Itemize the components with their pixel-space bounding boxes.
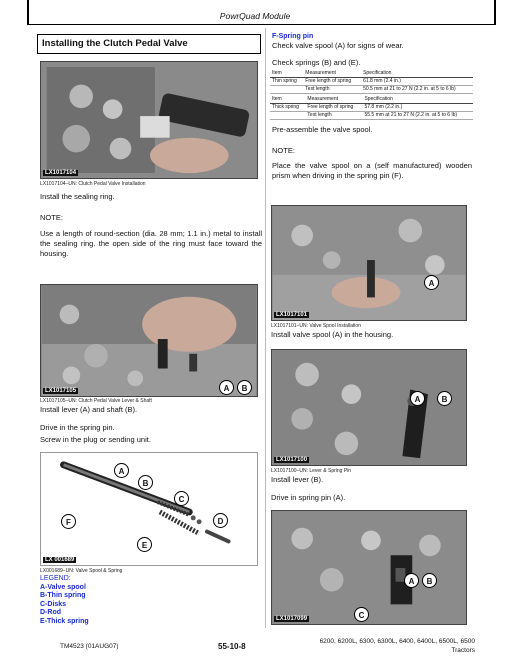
callout-a: A bbox=[219, 380, 234, 395]
table-cell: Free length of spring bbox=[305, 104, 362, 112]
photo-valve-spool-and-spring bbox=[40, 452, 258, 566]
step-text: Pre-assemble the valve spool. bbox=[272, 125, 373, 134]
callout-a: A bbox=[114, 463, 129, 478]
step-text: Check valve spool (A) for signs of wear. bbox=[272, 41, 404, 50]
photo-clutch-valve-installation bbox=[40, 61, 258, 179]
photo-lever-and-shaft bbox=[40, 284, 258, 397]
photo-tag: LX1017101 bbox=[276, 312, 308, 318]
table-header: Measurement bbox=[305, 96, 362, 104]
footer-doc-id: TM4523 (01AUG07) bbox=[60, 643, 119, 650]
photo-lever-and-spring-pin bbox=[271, 349, 467, 466]
callout-c: C bbox=[354, 607, 369, 622]
table-cell bbox=[270, 86, 303, 94]
figure-caption: LX1017101–UN: Valve Spool Installation bbox=[271, 323, 361, 329]
spec-table-thin-spring bbox=[270, 70, 473, 94]
legend-item: B-Thin spring bbox=[40, 592, 86, 599]
step-text: Drive in spring pin (A). bbox=[271, 493, 346, 502]
column-divider bbox=[265, 28, 266, 628]
step-text: Check springs (B) and (E). bbox=[272, 58, 361, 67]
page-header-title: PowrQuad Module bbox=[219, 11, 291, 21]
step-text: Screw in the plug or sending unit. bbox=[40, 435, 151, 444]
photo-tag: LX1017105 bbox=[45, 388, 77, 394]
callout-c: C bbox=[174, 491, 189, 506]
photo-tag: LX1017100 bbox=[276, 457, 308, 463]
table-cell: 57.8 mm (2.2 in.) bbox=[362, 104, 473, 112]
legend-item: D-Rod bbox=[40, 609, 61, 616]
legend-title: LEGEND: bbox=[40, 575, 71, 582]
table-cell: 61.8 mm (2.4 in.) bbox=[361, 78, 473, 86]
callout-e: E bbox=[137, 537, 152, 552]
photo-valve-spool-installation bbox=[271, 205, 467, 321]
table-header: Measurement bbox=[303, 70, 361, 78]
table-cell: 50.5 mm at 21 to 27 N (2.2 in. at 5 to 6 lb) bbox=[361, 86, 473, 94]
step-text: Install the sealing ring. bbox=[40, 192, 115, 201]
step-text: Install lever (B). bbox=[271, 475, 324, 484]
footer-page-number: 55-10-8 bbox=[218, 642, 246, 651]
photo-image bbox=[41, 62, 257, 178]
figure-caption: LX1017105–UN: Clutch Pedal Valve Lever & Shaft bbox=[40, 398, 152, 404]
step-text: Drive in the spring pin. bbox=[40, 423, 115, 432]
legend-item: A-Valve spool bbox=[40, 583, 86, 591]
photo-tag: LX1017099 bbox=[276, 616, 308, 622]
callout-f: F bbox=[61, 514, 76, 529]
callout-b: B bbox=[237, 380, 252, 395]
note-label: NOTE: bbox=[272, 146, 295, 155]
figure-caption: LX001689–UN: Valve Spool & Spring bbox=[40, 568, 123, 574]
table-cell: Thin spring bbox=[270, 78, 303, 86]
photo-tag: LX1017104 bbox=[45, 170, 77, 176]
callout-a: A bbox=[410, 391, 425, 406]
note-text: Use a length of round-section (dia. 28 mm; 1.1 in.) metal to install the sealing ring. the open side of the ring must face toward the housing. bbox=[40, 229, 262, 258]
section-title-box bbox=[37, 34, 261, 54]
photo-image bbox=[272, 511, 466, 624]
photo-tag: LX 001689 bbox=[45, 557, 75, 563]
legend-item: F-Spring pin bbox=[272, 33, 314, 40]
photo-image bbox=[272, 350, 466, 465]
legend bbox=[40, 575, 89, 626]
callout-b: B bbox=[422, 573, 437, 588]
table-header: Item bbox=[270, 70, 303, 78]
section-title: Installing the Clutch Pedal Valve bbox=[42, 38, 188, 49]
table-header: Specification bbox=[362, 96, 473, 104]
callout-b: B bbox=[138, 475, 153, 490]
callout-d: D bbox=[213, 513, 228, 528]
table-cell: Test length bbox=[305, 112, 362, 120]
step-text: Install valve spool (A) in the housing. bbox=[271, 330, 394, 339]
legend-item: C-Disks bbox=[40, 600, 67, 608]
callout-b: B bbox=[437, 391, 452, 406]
footer-product: Tractors bbox=[451, 647, 475, 654]
spec-table-thick-spring bbox=[270, 96, 473, 120]
photo-spring-pin bbox=[271, 510, 467, 625]
step-text: Install lever (A) and shaft (B). bbox=[40, 405, 138, 414]
note-label: NOTE: bbox=[40, 213, 63, 222]
callout-a: A bbox=[404, 573, 419, 588]
legend-item: E-Thick spring bbox=[40, 617, 89, 625]
callout-a: A bbox=[424, 275, 439, 290]
footer-models: 6200, 6200L, 6300, 6300L, 6400, 6400L, 6500L, 6500 bbox=[319, 638, 475, 645]
table-header: Specification bbox=[361, 70, 473, 78]
table-cell: Thick spring bbox=[270, 104, 305, 112]
table-header: Item bbox=[270, 96, 305, 104]
note-text: Place the valve spool on a (self manufactured) wooden prism when driving in the spring pin (F). bbox=[272, 161, 472, 180]
table-cell: Free length of spring bbox=[303, 78, 361, 86]
table-cell: Test length bbox=[303, 86, 361, 94]
photo-image bbox=[272, 206, 466, 320]
table-cell bbox=[270, 112, 305, 120]
figure-caption: LX1017100–UN: Lever & Spring Pin bbox=[271, 468, 352, 474]
header-rule bbox=[27, 24, 496, 25]
table-cell: 55.5 mm at 21 to 27 N (2.2 in. at 5 to 6 lb) bbox=[362, 112, 473, 120]
figure-caption: LX1017104–UN: Clutch Pedal Valve Installation bbox=[40, 181, 146, 187]
